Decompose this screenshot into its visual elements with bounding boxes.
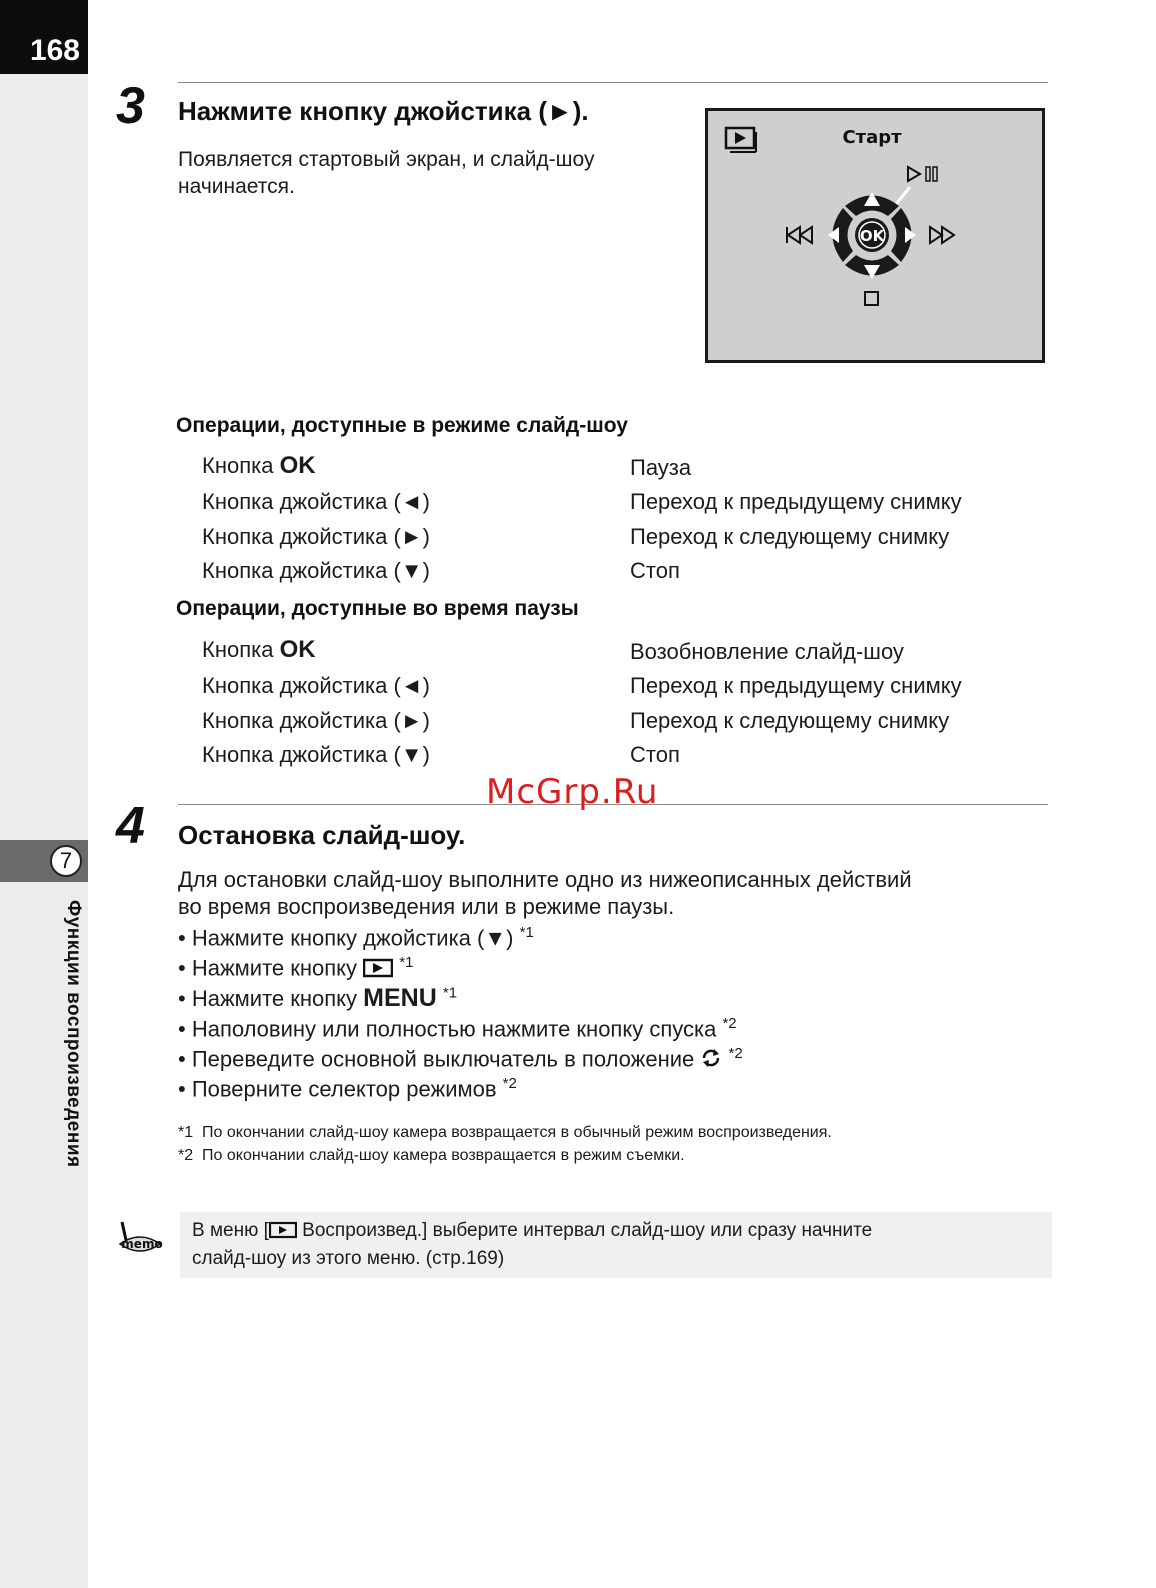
slideshow-op-action-3: Переход к следующему снимку <box>630 524 950 549</box>
down-arrow-icon <box>845 255 899 279</box>
footnote-2: *2 По окончании слайд-шоу камера возвращается в режим съемки. <box>178 1147 685 1164</box>
capture-mode-icon <box>700 1047 722 1075</box>
pause-ops-title: Операции, доступные во время паузы <box>176 597 579 620</box>
bullet-power-switch: • Переведите основной выключатель в положение $^{*2}$ <box>178 1045 743 1075</box>
memo-line-1: В меню [ Воспроизвед.] выберите интервал слайд-шоу или сразу начните <box>192 1218 1042 1246</box>
pause-op-action-3: Переход к следующему снимку <box>630 708 950 733</box>
stop-icon <box>865 292 878 305</box>
sidebar-strip <box>0 0 88 1588</box>
memo-line-2: слайд-шоу из этого меню. (стр.169) <box>192 1248 505 1269</box>
pause-op-button-4: Кнопка джойстика (▼) <box>202 742 430 767</box>
pause-op-action-2: Переход к предыдущему снимку <box>630 673 962 698</box>
bullet-joystick-down: • Нажмите кнопку джойстика (▼) $^{*1}$ <box>178 924 534 951</box>
step-4-description-line1: Для остановки слайд-шоу выполните одно из нижеописанных действий <box>178 867 912 892</box>
step-3-description-line2: начинается. <box>178 175 295 198</box>
step-4-heading: Остановка слайд-шоу. <box>178 820 466 850</box>
page-number: 168 <box>29 34 80 67</box>
playback-menu-icon <box>269 1221 297 1246</box>
pause-op-button-2: Кнопка джойстика (◄) <box>202 673 430 698</box>
slideshow-op-button-2: Кнопка джойстика (◄) <box>202 489 430 514</box>
playback-button-icon <box>363 958 393 984</box>
right-arrow-icon <box>891 208 916 262</box>
up-arrow-icon <box>845 192 899 216</box>
memo-label: memo <box>121 1237 163 1251</box>
screen-title: Старт <box>842 127 902 148</box>
chapter-title: Функции воспроизведения <box>63 900 84 1168</box>
pause-op-action-1: Возобновление слайд-шоу <box>630 639 904 664</box>
slideshow-op-action-4: Стоп <box>630 558 680 583</box>
ok-button <box>855 218 889 252</box>
divider-step3 <box>178 82 1048 83</box>
playback-icon <box>726 128 756 152</box>
step-4-description-line2: во время воспроизведения или в режиме паузы. <box>178 894 675 919</box>
play-pause-icon <box>892 167 937 209</box>
left-arrow-icon <box>828 208 853 262</box>
slideshow-op-button-1: Кнопка OK <box>202 452 316 479</box>
bullet-shutter-button: • Наполовину или полностью нажмите кнопку спуска $^{*2}$ <box>178 1015 737 1042</box>
bullet-playback-button: • Нажмите кнопку $^{*1}$ <box>178 954 413 984</box>
footnote-1: *1 По окончании слайд-шоу камера возвращается в обычный режим воспроизведения. <box>178 1124 832 1141</box>
slideshow-op-action-1: Пауза <box>630 455 692 480</box>
rewind-icon <box>787 227 812 243</box>
step-4-number: 4 <box>116 797 145 855</box>
memo-icon <box>116 1216 164 1269</box>
watermark: McGrp.Ru <box>486 772 659 812</box>
slideshow-op-action-2: Переход к предыдущему снимку <box>630 489 962 514</box>
pause-op-button-3: Кнопка джойстика (►) <box>202 708 430 733</box>
ok-label: OK <box>859 227 885 245</box>
fast-forward-icon <box>930 227 954 243</box>
bullet-mode-dial: • Поверните селектор режимов $^{*2}$ <box>178 1075 517 1102</box>
slideshow-ops-title: Операции, доступные в режиме слайд-шоу <box>176 414 628 437</box>
pause-op-action-4: Стоп <box>630 742 680 767</box>
step-3-heading: Нажмите кнопку джойстика (►). <box>178 96 589 126</box>
slideshow-op-button-4: Кнопка джойстика (▼) <box>202 558 430 583</box>
memo-text <box>192 1218 1042 1271</box>
slideshow-op-button-3: Кнопка джойстика (►) <box>202 524 430 549</box>
pause-op-button-1: Кнопка OK <box>202 636 316 663</box>
step-3-description-line1: Появляется стартовый экран, и слайд-шоу <box>178 148 595 171</box>
bullet-menu-button: • Нажмите кнопку MENU $^{*1}$ <box>178 984 458 1012</box>
camera-screen-graphic <box>708 111 1042 360</box>
chapter-number: 7 <box>50 845 82 877</box>
step-3-number: 3 <box>116 77 145 135</box>
camera-screen <box>705 108 1045 363</box>
